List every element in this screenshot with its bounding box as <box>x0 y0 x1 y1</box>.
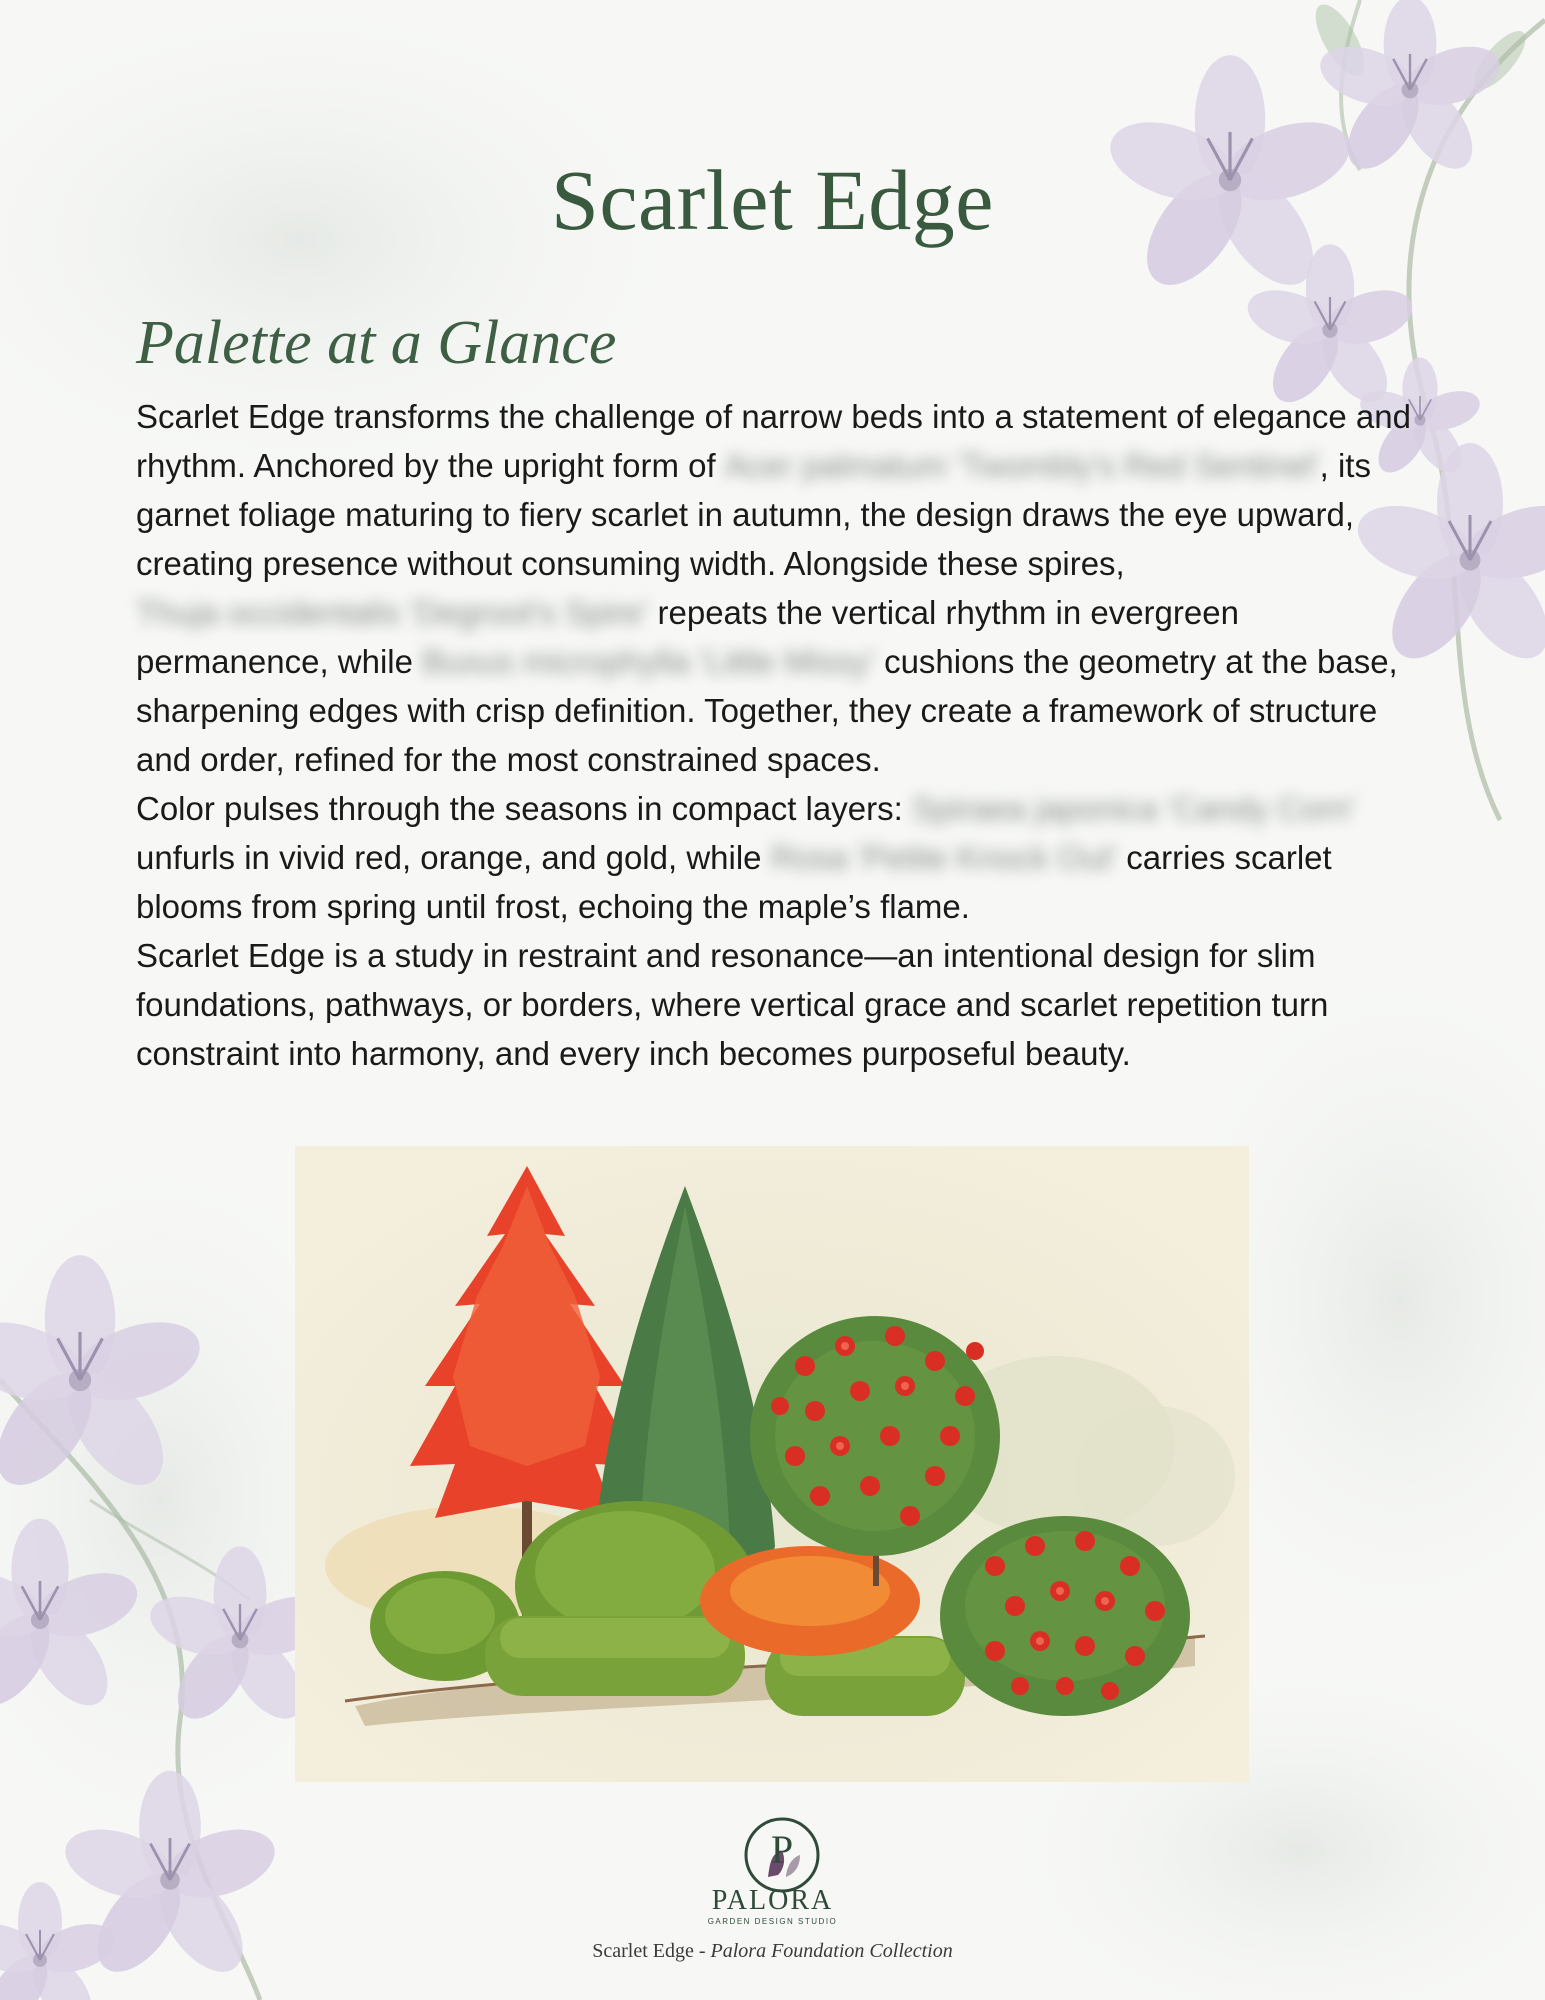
text-run: Scarlet Edge transforms the challenge of narrow beds into a statement of elegance and rhythm. Anchored by the upright form of <box>136 398 1411 484</box>
palora-logo-icon <box>742 1815 822 1895</box>
footer-title: Scarlet Edge <box>592 1940 694 1962</box>
blurred-plant-name: Spiraea japonica 'Candy Corn' <box>911 790 1356 827</box>
blurred-plant-name: Rosa 'Petite Knock Out' <box>770 839 1118 876</box>
page-title: Scarlet Edge <box>551 152 994 248</box>
paragraph-3: Scarlet Edge is a study in restraint and resonance—an intentional design for slim foundations, pathways, or borders, where vertical grace and scarlet repetition turn constraint into harmony, and every inch becomes purposeful beauty. <box>136 937 1329 1072</box>
text-run: carries scarlet blooms from spring until frost, echoing the maple’s flame. <box>136 839 1332 925</box>
text-run: Color pulses through the seasons in compact layers: <box>136 790 912 827</box>
text-run: repeats the vertical rhythm in evergreen permanence, while <box>136 594 1239 680</box>
section-heading: Palette at a Glance <box>136 309 617 377</box>
description-text <box>136 392 1426 1078</box>
garden-illustration <box>295 1146 1249 1782</box>
blurred-plant-name: Buxus microphylla 'Little Missy' <box>422 643 875 680</box>
text-run: unfurls in vivid red, orange, and gold, while <box>136 839 771 876</box>
text-run: , its garnet foliage maturing to fiery scarlet in autumn, the design draws the eye upward, creating presence without consuming width. Alongside these spires, <box>136 447 1371 582</box>
paragraph-2 <box>136 784 1426 931</box>
footer-collection: Palora Foundation Collection <box>710 1940 953 1962</box>
logo-letter: P <box>770 1827 794 1872</box>
footer-separator: - <box>693 1940 711 1962</box>
blurred-plant-name: Thuja occidentalis 'Degroot's Spire' <box>136 594 649 631</box>
brand-name: PALORA <box>711 1885 834 1916</box>
brand-tagline: GARDEN DESIGN STUDIO <box>707 1917 838 1926</box>
page-footer <box>0 1940 1545 1963</box>
blurred-plant-name: Acer palmatum 'Twombly's Red Sentinel' <box>724 447 1320 484</box>
paragraph-1 <box>136 392 1426 784</box>
text-run: cushions the geometry at the base, sharpening edges with crisp definition. Together, they create a framework of structure and order, refined for the most constrained spaces. <box>136 643 1398 778</box>
